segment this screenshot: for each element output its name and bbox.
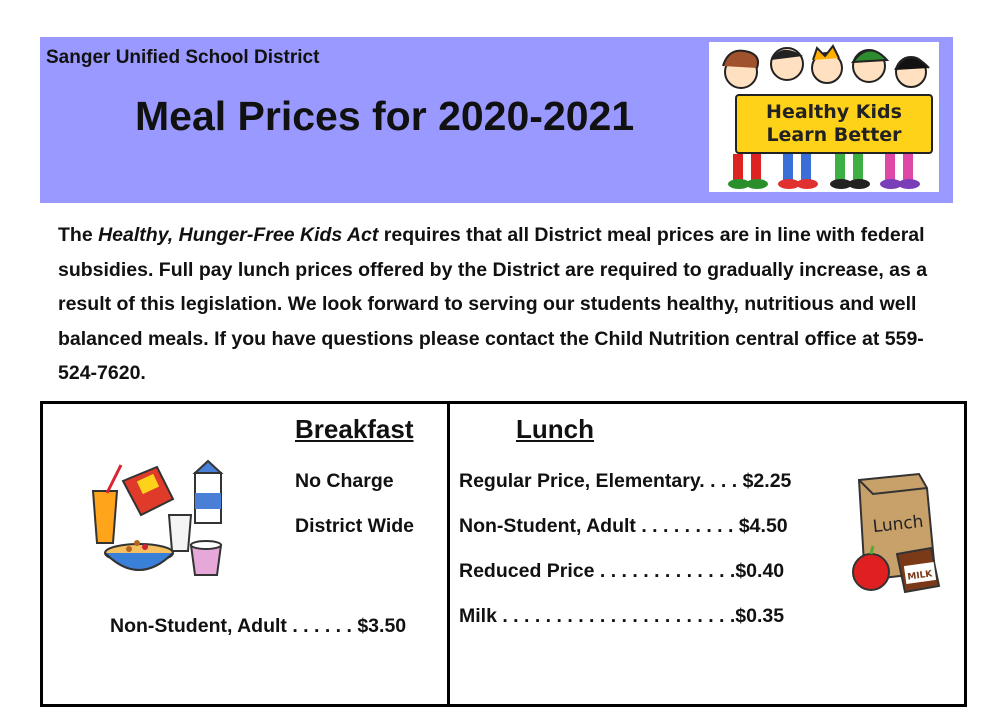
- breakfast-food-icon: [87, 459, 237, 579]
- logo-line-1: Healthy Kids: [766, 101, 902, 123]
- intro-lead: The: [58, 224, 99, 246]
- lunch-bag-icon: [843, 468, 953, 598]
- breakfast-no-charge: No Charge: [295, 470, 394, 492]
- lunch-price-row: Milk . . . . . . . . . . . . . . . . . . . . . .$0.35: [459, 605, 785, 627]
- intro-body: requires that all District meal prices are in line with federal subsidies. Full pay lunch prices offered by the District are required to gradually increase, as a result of this legislation. We look forward to serving our students healthy, nutritious and well balanced meals. If you have questions please contact the Child Nutrition central office at 559-524-7620.: [58, 224, 928, 384]
- logo-line-2: Learn Better: [766, 124, 902, 146]
- lunch-price-row: Reduced Price . . . . . . . . . . . . .$0.40: [459, 560, 785, 582]
- act-name: Healthy, Hunger-Free Kids Act: [98, 224, 379, 246]
- header-banner: [40, 37, 953, 203]
- column-divider: [447, 404, 450, 704]
- price-table: [40, 401, 967, 707]
- lunch-price-row: Regular Price, Elementary. . . . $2.25: [459, 470, 792, 492]
- healthy-kids-logo: [709, 42, 939, 192]
- svg-text:MILK: MILK: [906, 569, 934, 583]
- breakfast-heading: Breakfast: [295, 414, 414, 444]
- page-title: Meal Prices for 2020-2021: [135, 93, 635, 139]
- breakfast-adult-price: Non-Student, Adult . . . . . . $3.50: [110, 615, 407, 637]
- breakfast-district-wide: District Wide: [295, 515, 415, 537]
- svg-text:Lunch: Lunch: [871, 511, 925, 538]
- lunch-heading: Lunch: [516, 414, 594, 444]
- lunch-price-row: Non-Student, Adult . . . . . . . . . $4.50: [459, 515, 788, 537]
- logo-sign: [735, 94, 933, 154]
- intro-paragraph: [58, 218, 948, 391]
- district-name: Sanger Unified School District: [46, 47, 320, 68]
